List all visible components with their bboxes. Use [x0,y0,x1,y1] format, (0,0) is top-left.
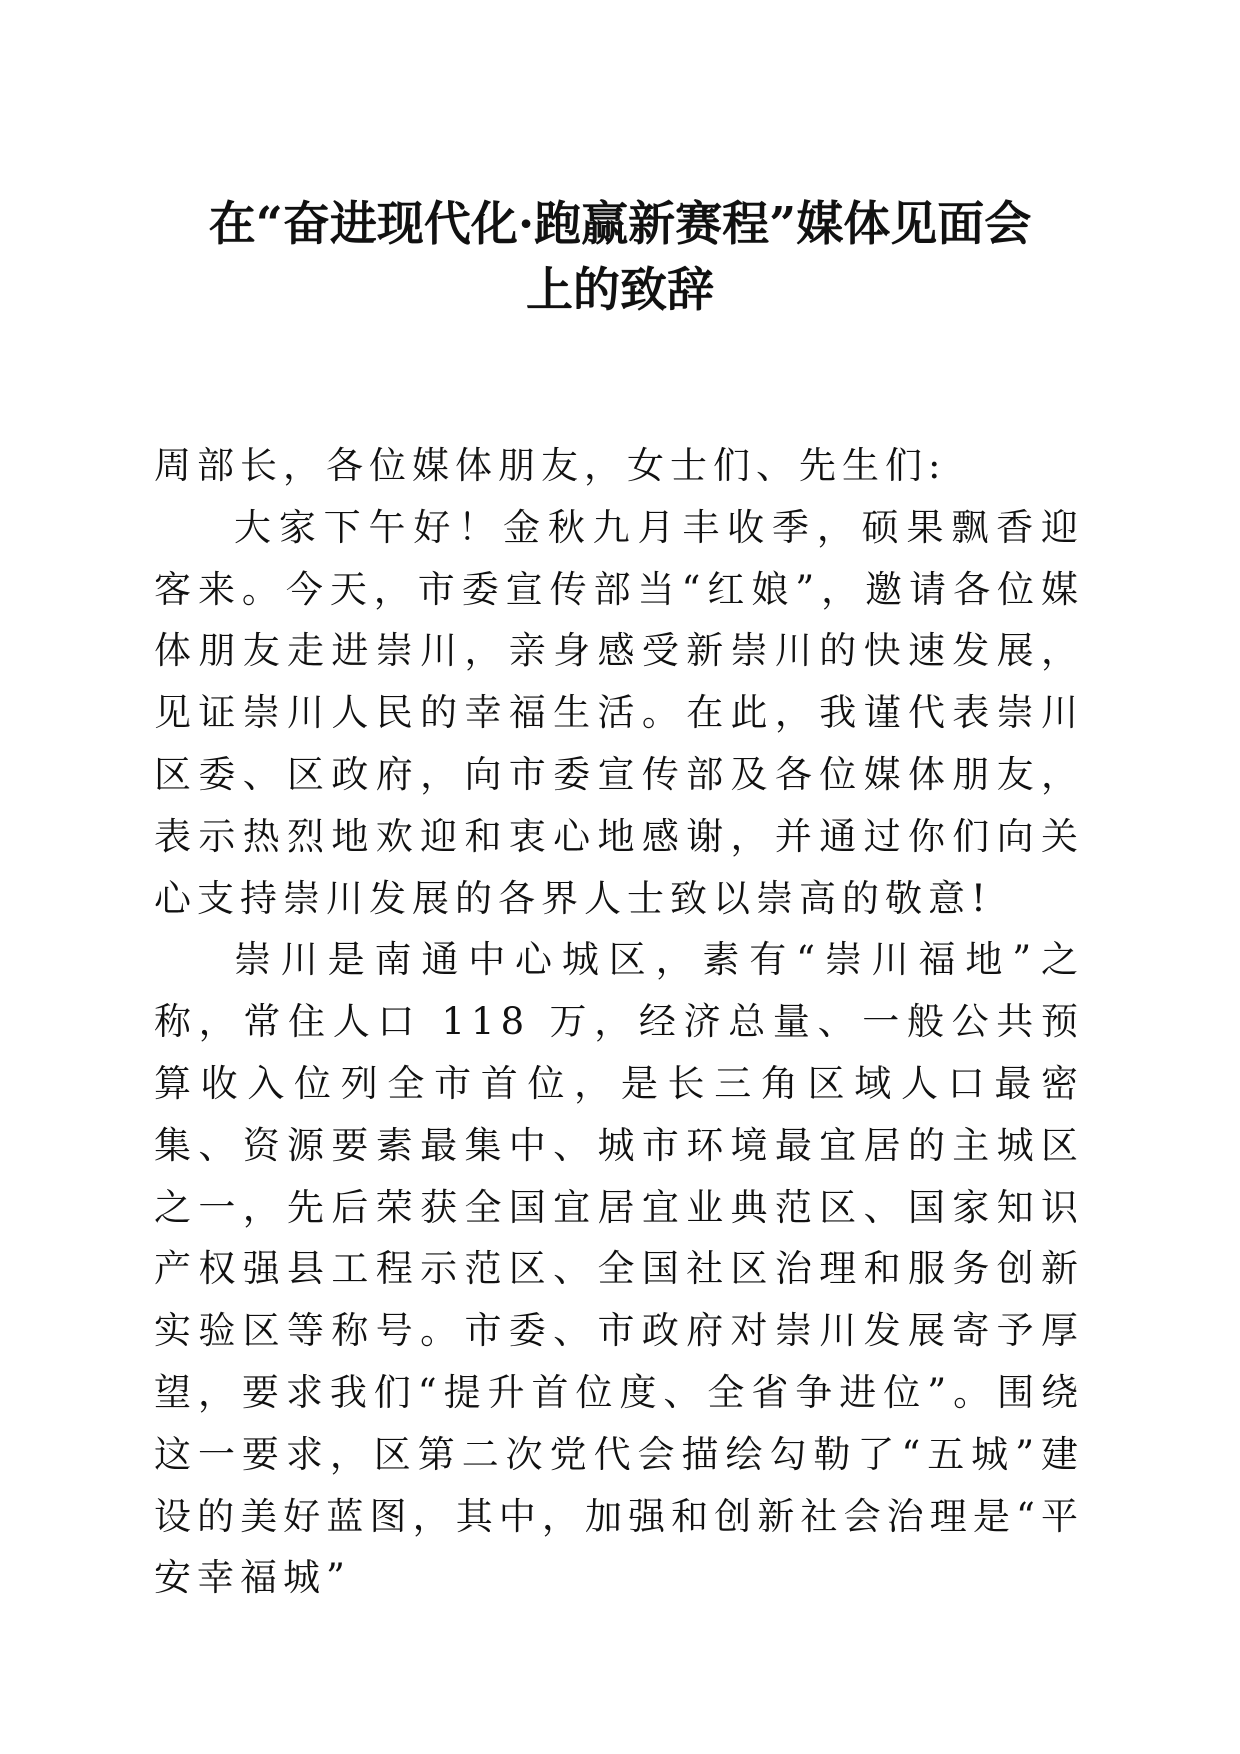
paragraph-district-intro: 崇川是南通中心城区，素有“崇川福地”之称，常住人口 118 万，经济总量、一般公共预算收入位列全市首位，是长三角区域人口最密集、资源要素最集中、城市环境最宜居的主城区之一，先后荣获全国宜居宜业典范区、国家知识产权强县工程示范区、全国社区治理和服务创新实验区等称号。市委、市政府对崇川发展寄予厚望，要求我们“提升首位度、全省争进位”。围绕这一要求，区第二次党代会描绘勾勒了“五城”建设的美好蓝图，其中，加强和创新社会治理是“平安幸福城” [154,938,1084,1600]
document-title [150,192,1090,324]
title-line-2: 上的致辞 [526,263,714,318]
paragraph-welcome: 大家下午好！金秋九月丰收季，硕果飘香迎客来。今天，市委宣传部当“红娘”，邀请各位媒体朋友走进崇川，亲身感受新崇川的快速发展，见证崇川人民的幸福生活。在此，我谨代表崇川区委、区政府，向市委宣传部及各位媒体朋友，表示热烈地欢迎和衷心地感谢，并通过你们向关心支持崇川发展的各界人士致以崇高的敬意! [154,505,1084,920]
salutation: 周部长，各位媒体朋友，女士们、先生们: [154,444,947,487]
document-body [154,435,1084,1609]
title-line-1: 在“奋进现代化·跑赢新赛程”媒体见面会 [208,197,1032,252]
